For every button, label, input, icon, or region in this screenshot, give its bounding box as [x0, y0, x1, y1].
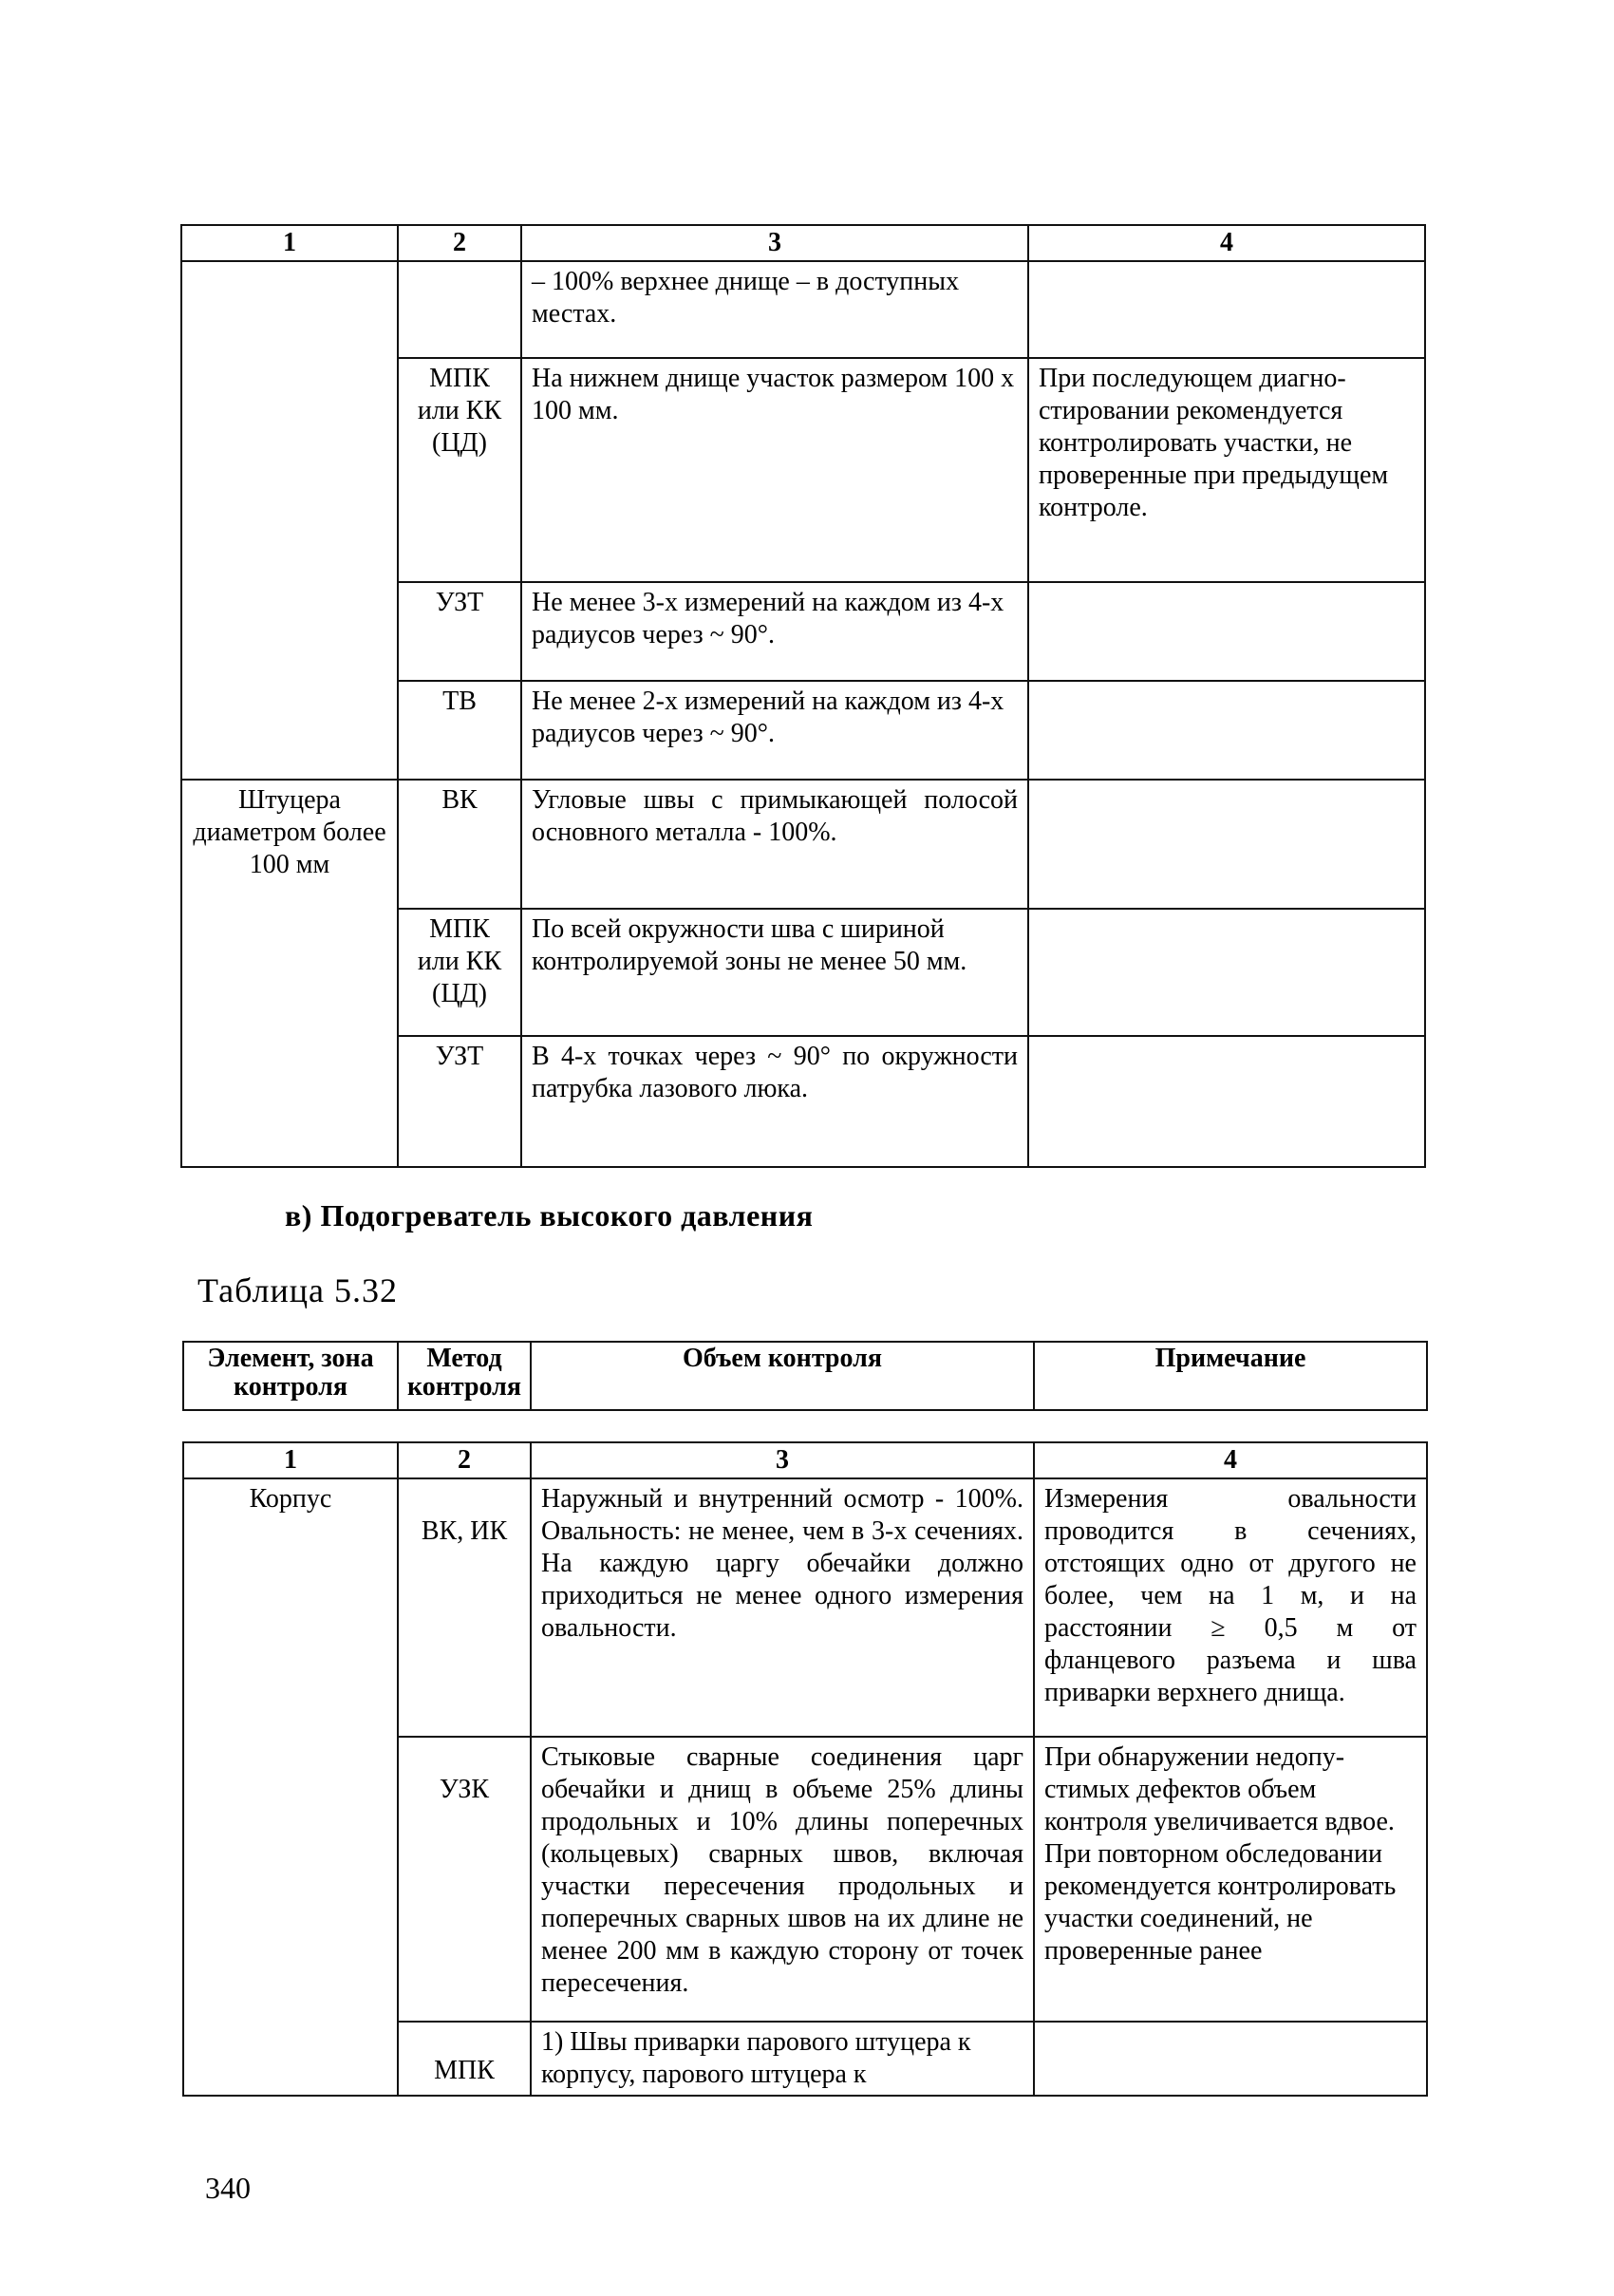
method-cell: МПК или КК (ЦД) — [398, 358, 521, 582]
note-cell — [1028, 1036, 1425, 1167]
note-cell — [1028, 909, 1425, 1036]
volume-cell: Наружный и внутренний осмотр - 100%. Овальность: не менее, чем в 3-х сечениях. На каждую царгу обечайки должно приходиться не менее одного измерения овальности. — [531, 1478, 1034, 1737]
volume-cell: В 4-х точках через ~ 90° по окружности патрубка лазового люка. — [521, 1036, 1028, 1167]
element-cell — [181, 582, 398, 681]
note-cell — [1028, 681, 1425, 780]
col-header-volume: Объем контроля — [531, 1342, 1034, 1410]
element-cell — [183, 2022, 398, 2096]
element-cell — [181, 1036, 398, 1167]
table-row — [183, 2022, 1427, 2096]
element-cell — [181, 358, 398, 582]
element-cell: Корпус — [183, 1478, 398, 1737]
element-cell — [181, 909, 398, 1036]
table-row — [181, 1036, 1425, 1167]
col-number: 3 — [531, 1442, 1034, 1478]
method-cell: МПК или КК (ЦД) — [398, 909, 521, 1036]
method-cell: ТВ — [398, 681, 521, 780]
col-header-element: Элемент, зона контроля — [183, 1342, 398, 1410]
table-number-row — [183, 1442, 1427, 1478]
col-number: 1 — [181, 225, 398, 261]
table-caption: Таблица 5.32 — [197, 1271, 398, 1309]
col-number: 2 — [398, 1442, 531, 1478]
section-heading: в) Подогреватель высокого давления — [285, 1198, 814, 1233]
col-header-note: Примечание — [1034, 1342, 1427, 1410]
volume-cell: Не менее 3-х измерений на каждом из 4-х радиусов через ~ 90°. — [521, 582, 1028, 681]
table-row — [181, 358, 1425, 582]
method-cell: МПК — [398, 2022, 531, 2096]
note-cell — [1028, 261, 1425, 358]
volume-cell: 1) Швы приварки парового штуцера к корпусу, парового штуцера к — [531, 2022, 1034, 2096]
note-cell: Измерения овальности проводится в сечениях, отстоящих одно от другого не более, чем на 1 м, и на расстоянии ≥ 0,5 м от фланцевого разъема и шва приварки верхнего днища. — [1034, 1478, 1427, 1737]
table-row — [181, 261, 1425, 358]
col-number: 4 — [1034, 1442, 1427, 1478]
table-continuation — [180, 224, 1426, 1168]
table-532 — [182, 1441, 1428, 2097]
method-cell: УЗТ — [398, 582, 521, 681]
col-number: 1 — [183, 1442, 398, 1478]
col-number: 4 — [1028, 225, 1425, 261]
table-row — [183, 1737, 1427, 2022]
table-row — [181, 780, 1425, 909]
method-cell — [398, 261, 521, 358]
element-cell — [181, 261, 398, 358]
element-cell — [183, 1737, 398, 2022]
table-row — [181, 681, 1425, 780]
volume-cell: Угловые швы с примыкающей полосой основного металла - 100%. — [521, 780, 1028, 909]
table-row — [183, 1478, 1427, 1737]
volume-cell: – 100% верхнее днище – в доступных местах. — [521, 261, 1028, 358]
element-cell — [181, 681, 398, 780]
column-headers — [183, 1342, 1427, 1410]
note-cell — [1028, 780, 1425, 909]
page-number: 340 — [205, 2171, 251, 2205]
note-cell — [1028, 582, 1425, 681]
volume-cell: Не менее 2-х измерений на каждом из 4-х радиусов через ~ 90°. — [521, 681, 1028, 780]
note-cell: При последующем диагно-стировании рекомендуется контролировать участки, не проверенные при предыдущем контроле. — [1028, 358, 1425, 582]
volume-cell: По всей окружности шва с шириной контролируемой зоны не менее 50 мм. — [521, 909, 1028, 1036]
method-cell: ВК — [398, 780, 521, 909]
method-cell: УЗК — [398, 1737, 531, 2022]
table-row — [181, 909, 1425, 1036]
element-cell: Штуцера диаметром более 100 мм — [181, 780, 398, 909]
method-cell: УЗТ — [398, 1036, 521, 1167]
volume-cell: На нижнем днище участок размером 100 х 100 мм. — [521, 358, 1028, 582]
table-row — [181, 582, 1425, 681]
note-cell: При обнаружении недопу-стимых дефектов объем контроля увеличивается вдвое. При повторном обследовании рекомендуется контролировать участки соединений, не проверенные ранее — [1034, 1737, 1427, 2022]
table-header — [182, 1341, 1428, 1411]
volume-cell: Стыковые сварные соединения царг обечайки и днищ в объеме 25% длины продольных и 10% длины поперечных (кольцевых) сварных швов, включая участки пересечения продольных и поперечных сварных швов на их длине не менее 200 мм в каждую сторону от точек пересечения. — [531, 1737, 1034, 2022]
col-number: 2 — [398, 225, 521, 261]
note-cell — [1034, 2022, 1427, 2096]
col-header-method: Метод контроля — [398, 1342, 531, 1410]
col-number: 3 — [521, 225, 1028, 261]
table-number-row — [181, 225, 1425, 261]
method-cell: ВК, ИК — [398, 1478, 531, 1737]
